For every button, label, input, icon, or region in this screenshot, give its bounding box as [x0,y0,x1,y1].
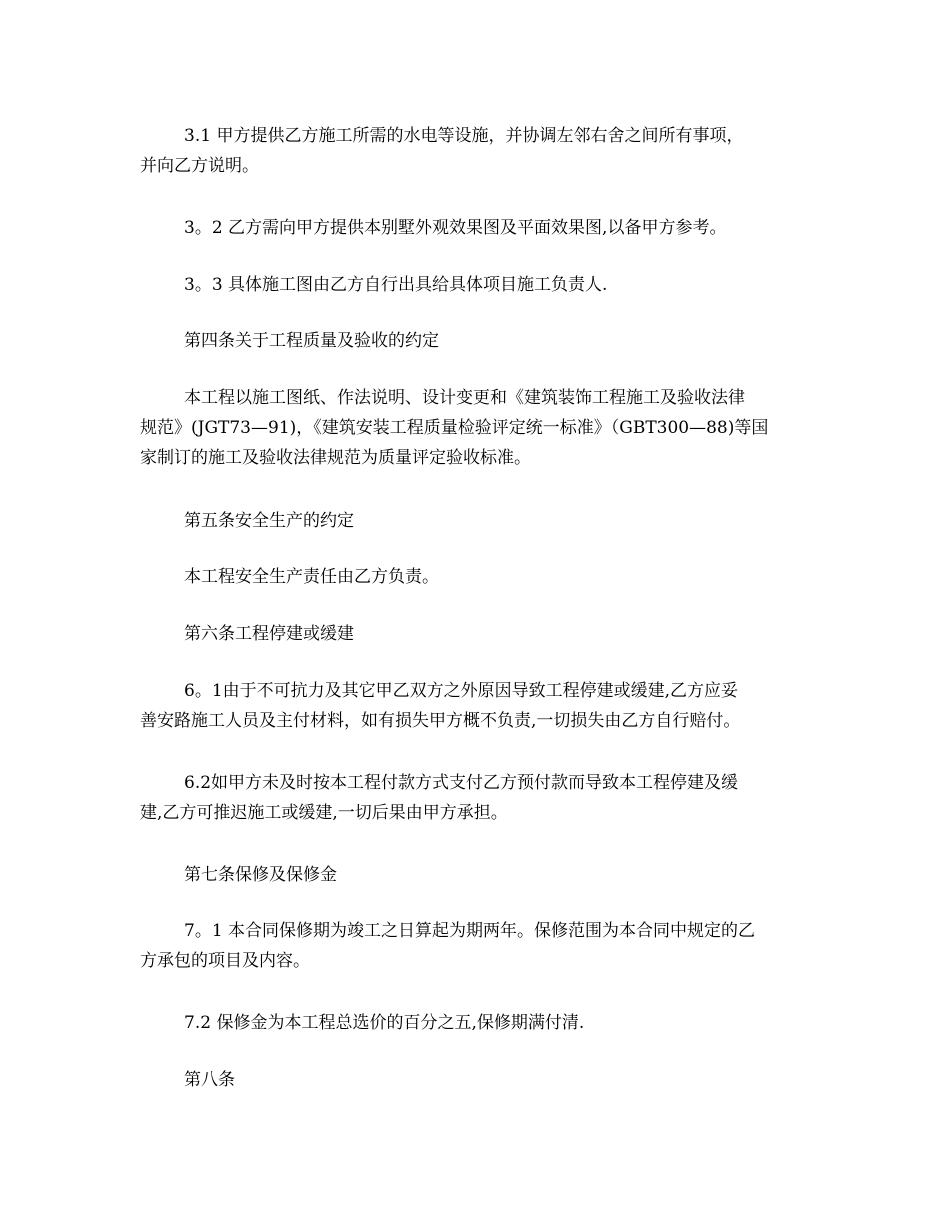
article-5-body [140,562,812,592]
article-7-heading: 第七条保修及保修金 [184,865,337,885]
article-4-body [140,383,812,473]
clause-3-2 [140,213,812,243]
clause-3-2-line-1: 3。2 乙方需向甲方提供本别墅外观效果图及平面效果图,以备甲方参考。 [184,218,727,238]
article-5-line-1: 本工程安全生产责任由乙方负责。 [184,567,439,587]
article-4-heading: 第四条关于工程质量及验收的约定 [184,331,439,351]
clause-3-3 [140,270,812,300]
clause-7-2-line-1: 7.2 保修金为本工程总选价的百分之五,保修期满付清. [184,1013,585,1033]
clause-7-2 [140,1008,812,1038]
article-8-heading: 第八条 [184,1070,235,1090]
clause-3-1-line-2: 并向乙方说明。 [140,156,259,176]
clause-7-1-line-1: 7。1 本合同保修期为竣工之日算起为期两年。保修范围为本合同中规定的乙 [184,921,756,941]
clause-3-1-line-1: 3.1 甲方提供乙方施工所需的水电等设施，并协调左邻右舍之间所有事项， [184,126,744,146]
article-4-line-3: 家制订的施工及验收法律规范为质量评定验收标准。 [140,448,531,468]
clause-6-2 [140,768,812,828]
clause-6-1-line-2: 善安路施工人员及主付材料，如有损失甲方概不负责,一切损失由乙方自行赔付。 [140,711,741,731]
article-4-line-2: 规范》(JGT73—91)，《建筑安装工程质量检验评定统一标准》（GBT300—88)等国 [140,418,769,438]
clause-6-1 [140,676,812,736]
article-5-heading: 第五条安全生产的约定 [184,511,354,531]
clause-3-3-line-1: 3。3 具体施工图由乙方自行出具给具体项目施工负责人. [184,275,608,295]
clause-6-2-line-2: 建,乙方可推迟施工或缓建,一切后果由甲方承担。 [140,803,508,823]
clause-6-2-line-1: 6.2如甲方未及时按本工程付款方式支付乙方预付款而导致本工程停建及缓 [184,773,739,793]
article-6-heading: 第六条工程停建或缓建 [184,624,354,644]
article-4-line-1: 本工程以施工图纸、作法说明、设计变更和《建筑装饰工程施工及验收法律 [184,388,745,408]
clause-6-1-line-1: 6。1由于不可抗力及其它甲乙双方之外原因导致工程停建或缓建,乙方应妥 [184,681,739,701]
clause-7-1 [140,916,812,976]
clause-3-1 [140,121,812,181]
clause-7-1-line-2: 方承包的项目及内容。 [140,951,310,971]
